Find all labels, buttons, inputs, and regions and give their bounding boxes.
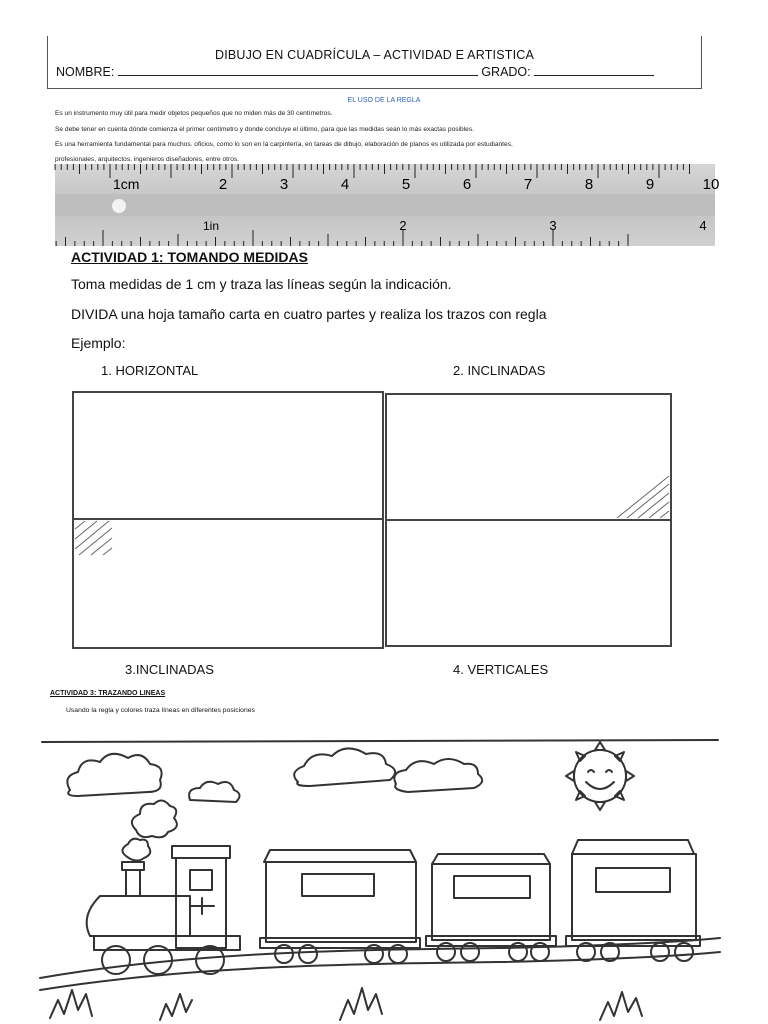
- worksheet-title: DIBUJO EN CUADRÍCULA – ACTIVIDAD E ARTISTICA: [214, 48, 535, 62]
- example-label: Ejemplo:: [71, 335, 126, 351]
- section-title: EL USO DE LA REGLA: [347, 97, 421, 104]
- smoke-icon: [122, 839, 150, 861]
- ruler-cm-number: 7: [523, 176, 533, 193]
- ruler-cm-unit: 1cm: [113, 176, 140, 192]
- train-car: [566, 840, 700, 946]
- activity1-heading: ACTIVIDAD 1: TOMANDO MEDIDAS: [71, 249, 308, 265]
- ruler-cm-number: 2: [218, 176, 228, 193]
- quadrant-label-4: 4. VERTICALES: [453, 662, 549, 677]
- cloud-icon: [394, 759, 482, 792]
- grass-icon: [340, 988, 382, 1020]
- ruler-in-number: 4: [699, 218, 707, 233]
- ruler-in-number: 3: [549, 218, 557, 233]
- hatch-bottom-left: [75, 521, 112, 555]
- ruler-cm-number: 3: [279, 176, 289, 193]
- rail: [40, 952, 720, 990]
- ruler-cm-number: 10: [702, 176, 720, 193]
- quadrant-label-3: 3.INCLINADAS: [125, 662, 214, 677]
- cloud-icon: [189, 782, 239, 802]
- name-field[interactable]: [118, 64, 478, 76]
- intro-line: Se debe tener en cuenta dónde comienza el primer centímetro y donde concluye el último, para que las medidas sean lo más exactas posibles.: [55, 126, 474, 133]
- grass-icon: [600, 992, 642, 1020]
- intro-line: Es una herramienta fundamental para muchos. oficios, como lo son en la carpintería, en tareas de dibujo, elaboración de planos es utilizada por estudiantes,: [55, 141, 513, 148]
- sun-icon: [566, 742, 634, 810]
- ruler-hole-icon: [112, 199, 126, 213]
- hatch-top-right: [617, 476, 669, 518]
- grass-icon: [50, 990, 192, 1020]
- ruler-band: [55, 194, 715, 216]
- activity1-instruction: DIVIDA una hoja tamaño carta en cuatro partes y realiza los trazos con regla: [71, 306, 547, 322]
- grade-label: GRADO:: [481, 65, 531, 79]
- ruler-in-unit: 1in: [203, 219, 220, 233]
- ruler-cm-number: 9: [645, 176, 655, 193]
- name-label: NOMBRE:: [56, 65, 115, 79]
- activity1-instruction: Toma medidas de 1 cm y traza las líneas según la indicación.: [71, 276, 452, 292]
- header-fields: [56, 64, 696, 79]
- cloud-icon: [294, 748, 395, 786]
- example-grid: [70, 388, 676, 653]
- locomotive: [87, 846, 240, 950]
- quadrant-label-1: 1. HORIZONTAL: [101, 363, 199, 378]
- ruler-image: [55, 164, 720, 246]
- activity2-heading: ACTIVIDAD 3: TRAZANDO LINEAS: [50, 690, 166, 697]
- train-coloring-illustration: [40, 738, 720, 1024]
- activity2-instruction: Usando la regla y colores traza líneas en diferentes posiciones: [66, 707, 255, 714]
- ruler-in-number: 2: [399, 218, 407, 233]
- grade-field[interactable]: [534, 64, 654, 76]
- illustration-border: [42, 740, 718, 742]
- intro-line: profesionales, arquitectos, ingenieros diseñadores, entre otros.: [55, 156, 240, 163]
- train-car: [426, 854, 556, 946]
- cloud-icon: [67, 754, 161, 796]
- intro-line: Es un instrumento muy útil para medir objetos pequeños que no miden más de 30 centímetros.: [55, 110, 333, 117]
- header-box: [47, 36, 702, 89]
- quadrant-label-2: 2. INCLINADAS: [453, 363, 546, 378]
- ruler-cm-number: 5: [401, 176, 411, 193]
- ruler-cm-number: 6: [462, 176, 472, 193]
- ruler-cm-number: 8: [584, 176, 594, 193]
- ruler-cm-number: 4: [340, 176, 350, 193]
- train-car: [260, 850, 420, 948]
- smoke-icon: [132, 800, 177, 837]
